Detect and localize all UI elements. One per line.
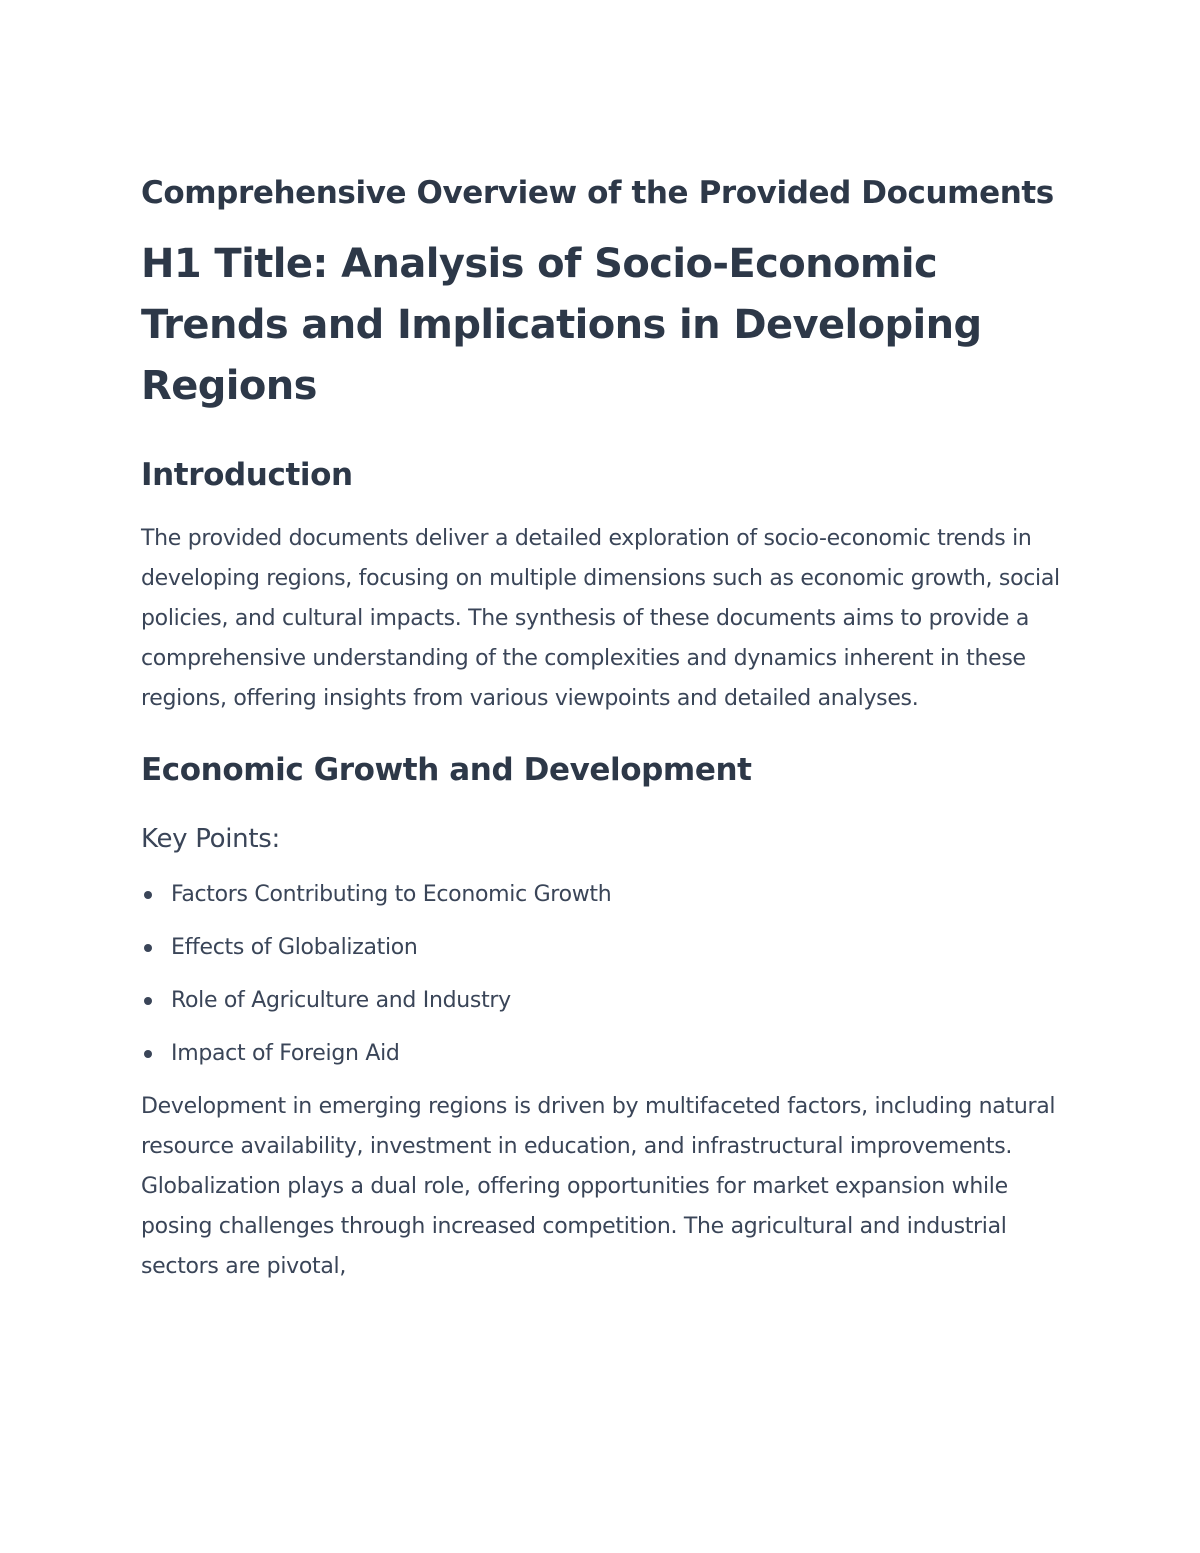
document-page bbox=[141, 165, 1081, 1287]
key-points-list bbox=[141, 875, 1081, 1074]
list-item bbox=[141, 1034, 1081, 1074]
list-item-text: Role of Agriculture and Industry bbox=[171, 988, 511, 1013]
bullet-icon bbox=[144, 944, 152, 952]
list-item-text: Impact of Foreign Aid bbox=[171, 1041, 400, 1066]
list-item bbox=[141, 875, 1081, 915]
economic-growth-paragraph: Development in emerging regions is driven by multifaceted factors, including natural resource availability, investment in education, and infrastructural improvements. Globalization plays a dual role, offering opportunities for market expansion while posing challenges through increased competition. The agricultural and industrial sectors are pivotal, bbox=[141, 1094, 1056, 1279]
key-points-label: Key Points: bbox=[141, 824, 280, 854]
list-item-text: Factors Contributing to Economic Growth bbox=[171, 882, 612, 907]
economic-growth-heading: Economic Growth and Development bbox=[141, 752, 752, 788]
bullet-icon bbox=[144, 1050, 152, 1058]
introduction-paragraph: The provided documents deliver a detailed exploration of socio-economic trends in developing regions, focusing on multiple dimensions such as economic growth, social policies, and cultural impacts. The synthesis of these documents aims to provide a comprehensive understanding of the complexities and dynamics inherent in these regions, offering insights from various viewpoints and detailed analyses. bbox=[141, 526, 1060, 711]
list-item bbox=[141, 928, 1081, 968]
h1-title: H1 Title: Analysis of Socio-Economic Trends and Implications in Developing Regions bbox=[141, 241, 982, 409]
document-heading: Comprehensive Overview of the Provided Documents bbox=[141, 175, 1054, 211]
introduction-heading: Introduction bbox=[141, 457, 353, 493]
bullet-icon bbox=[144, 997, 152, 1005]
list-item-text: Effects of Globalization bbox=[171, 935, 418, 960]
bullet-icon bbox=[144, 891, 152, 899]
list-item bbox=[141, 981, 1081, 1021]
